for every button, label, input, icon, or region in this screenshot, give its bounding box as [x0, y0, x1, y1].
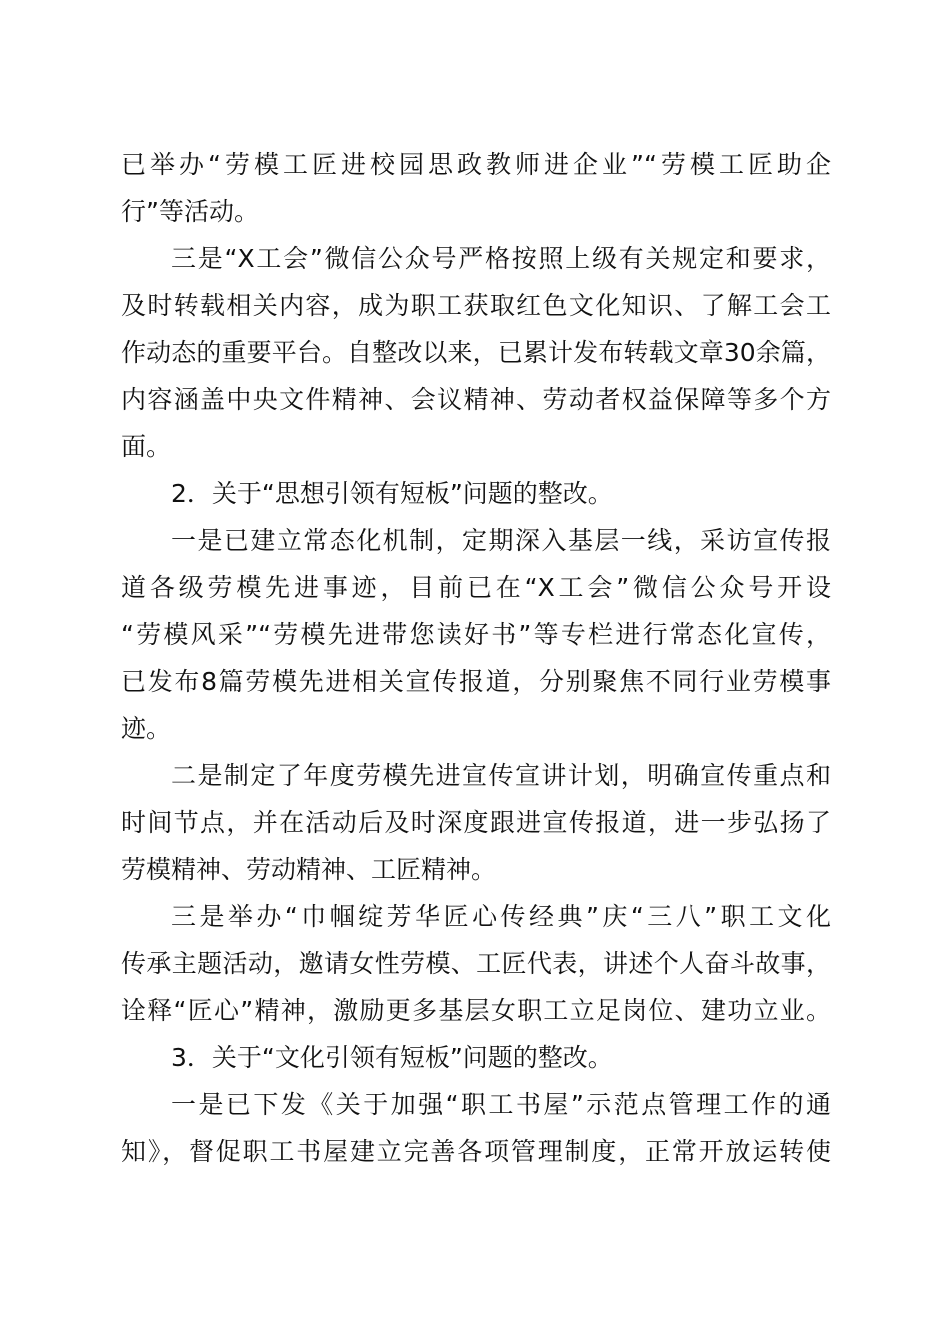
body-text — [121, 141, 831, 1175]
paragraph-line: 迹。 — [121, 714, 172, 743]
paragraph-line: 面。 — [121, 432, 172, 461]
paragraph-line: 传承主题活动，邀请女性劳模、工匠代表，讲述个人奋斗故事， — [121, 949, 831, 978]
paragraph-line: 时间节点，并在活动后及时深度跟进宣传报道，进一步弘扬了 — [121, 808, 831, 837]
paragraph-line: 已发布8篇劳模先进相关宣传报道，分别聚焦不同行业劳模事 — [121, 667, 831, 696]
paragraph-line: 二是制定了年度劳模先进宣传宣讲计划，明确宣传重点和 — [171, 761, 831, 790]
section-heading: 2．关于“思想引领有短板”问题的整改。 — [171, 479, 613, 508]
paragraph-line: “劳模风采”“劳模先进带您读好书”等专栏进行常态化宣传， — [121, 620, 831, 649]
paragraph-line: 劳模精神、劳动精神、工匠精神。 — [121, 855, 497, 884]
section-heading: 3．关于“文化引领有短板”问题的整改。 — [171, 1043, 613, 1072]
paragraph-line: 及时转载相关内容，成为职工获取红色文化知识、了解工会工 — [121, 291, 831, 320]
paragraph-line: 作动态的重要平台。自整改以来，已累计发布转载文章30余篇， — [121, 338, 831, 367]
paragraph-line: 诠释“匠心”精神，激励更多基层女职工立足岗位、建功立业。 — [121, 996, 831, 1025]
paragraph-line: 三是举办“巾帼绽芳华匠心传经典”庆“三八”职工文化 — [171, 902, 831, 931]
paragraph-line: 已举办“劳模工匠进校园思政教师进企业”“劳模工匠助企 — [121, 150, 831, 179]
paragraph-line: 内容涵盖中央文件精神、会议精神、劳动者权益保障等多个方 — [121, 385, 831, 414]
paragraph-line: 道各级劳模先进事迹，目前已在“X工会”微信公众号开设 — [121, 573, 831, 602]
paragraph-line: 一是已建立常态化机制，定期深入基层一线，采访宣传报 — [171, 526, 831, 555]
paragraph-line: 行”等活动。 — [121, 197, 259, 226]
paragraph-line: 三是“X工会”微信公众号严格按照上级有关规定和要求， — [171, 244, 831, 273]
paragraph-line: 知》，督促职工书屋建立完善各项管理制度，正常开放运转使 — [121, 1137, 831, 1166]
paragraph-line: 一是已下发《关于加强“职工书屋”示范点管理工作的通 — [171, 1090, 831, 1119]
